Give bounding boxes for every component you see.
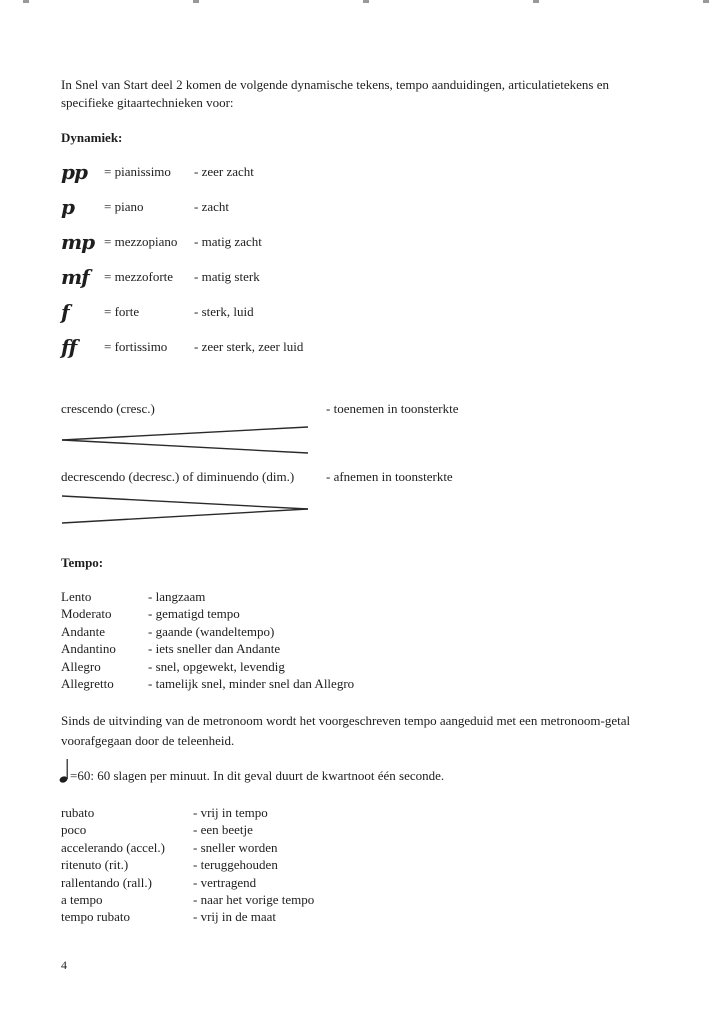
decrescendo-hairpin-icon <box>60 494 312 526</box>
page-number: 4 <box>61 958 67 972</box>
crescendo-hairpin-icon <box>60 424 312 454</box>
metronome-paragraph: Sinds de uitvinding van de metronoom wordt het voorgeschreven tempo aangeduid met een metronoom-getal voorafgegaan door de teleenheid. <box>61 713 631 748</box>
tempo-description: - gaande (wandeltempo) <box>148 624 275 639</box>
tempo-term: Allegro <box>61 659 101 674</box>
dynamic-name: = forte <box>104 304 140 319</box>
expression-term: rallentando (rall.) <box>61 875 152 890</box>
dynamic-description: - matig sterk <box>194 269 260 284</box>
decrescendo-label: decrescendo (decresc.) of diminuendo (dim.) <box>61 469 295 484</box>
decrescendo-description: - afnemen in toonsterkte <box>326 469 453 484</box>
expression-description: - vrij in tempo <box>193 805 268 820</box>
expression-term: tempo rubato <box>61 909 130 924</box>
dynamics-heading: Dynamiek: <box>61 130 123 145</box>
crop-mark <box>23 0 29 3</box>
tempo-description: - iets sneller dan Andante <box>148 641 281 656</box>
intro-paragraph: In Snel van Start deel 2 komen de volgende dynamische tekens, tempo aanduidingen, articulatietekens en specifieke gitaartechnieken voor: <box>61 77 609 110</box>
dynamic-description: - zeer sterk, zeer luid <box>194 339 304 354</box>
tempo-term: Lento <box>61 589 92 604</box>
tempo-term: Andante <box>61 624 106 639</box>
expression-description: - sneller worden <box>193 840 278 855</box>
crop-mark <box>363 0 369 3</box>
expression-term: rubato <box>61 805 95 820</box>
tempo-term: Andantino <box>61 641 116 656</box>
tempo-term: Moderato <box>61 606 112 621</box>
expression-term: a tempo <box>61 892 103 907</box>
crop-mark <box>193 0 199 3</box>
dynamic-description: - zeer zacht <box>194 164 254 179</box>
metronome-example-text: =60: 60 slagen per minuut. In dit geval duurt de kwartnoot één seconde. <box>70 768 445 783</box>
expression-term: poco <box>61 822 87 837</box>
expression-description: - naar het vorige tempo <box>193 892 315 907</box>
expression-term: ritenuto (rit.) <box>61 857 129 872</box>
dynamic-description: - matig zacht <box>194 234 262 249</box>
tempo-description: - langzaam <box>148 589 206 604</box>
expression-description: - een beetje <box>193 822 253 837</box>
tempo-heading: Tempo: <box>61 555 104 570</box>
crescendo-description: - toenemen in toonsterkte <box>326 401 459 416</box>
crop-mark <box>533 0 539 3</box>
dynamic-name: = mezzoforte <box>104 269 174 284</box>
tempo-term: Allegretto <box>61 676 114 691</box>
dynamic-symbol-f: f <box>61 300 69 324</box>
dynamic-description: - sterk, luid <box>194 304 254 319</box>
expression-description: - vrij in de maat <box>193 909 277 924</box>
dynamic-name: = piano <box>104 199 144 214</box>
crescendo-label: crescendo (cresc.) <box>61 401 155 416</box>
dynamic-description: - zacht <box>194 199 230 214</box>
tempo-description: - snel, opgewekt, levendig <box>148 659 285 674</box>
dynamic-symbol-pp: pp <box>61 160 87 184</box>
dynamic-name: = pianissimo <box>104 164 171 179</box>
expression-description: - vertragend <box>193 875 257 890</box>
dynamic-symbol-mf: mf <box>61 265 89 289</box>
dynamic-symbol-mp: mp <box>61 230 95 254</box>
dynamic-name: = fortissimo <box>104 339 168 354</box>
dynamic-symbol-p: p <box>61 195 74 219</box>
dynamic-name: = mezzopiano <box>104 234 178 249</box>
expression-term: accelerando (accel.) <box>61 840 165 855</box>
expression-description: - teruggehouden <box>193 857 278 872</box>
tempo-description: - tamelijk snel, minder snel dan Allegro <box>148 676 355 691</box>
dynamic-symbol-ff: ff <box>61 335 77 359</box>
tempo-description: - gematigd tempo <box>148 606 240 621</box>
crop-mark <box>703 0 709 3</box>
